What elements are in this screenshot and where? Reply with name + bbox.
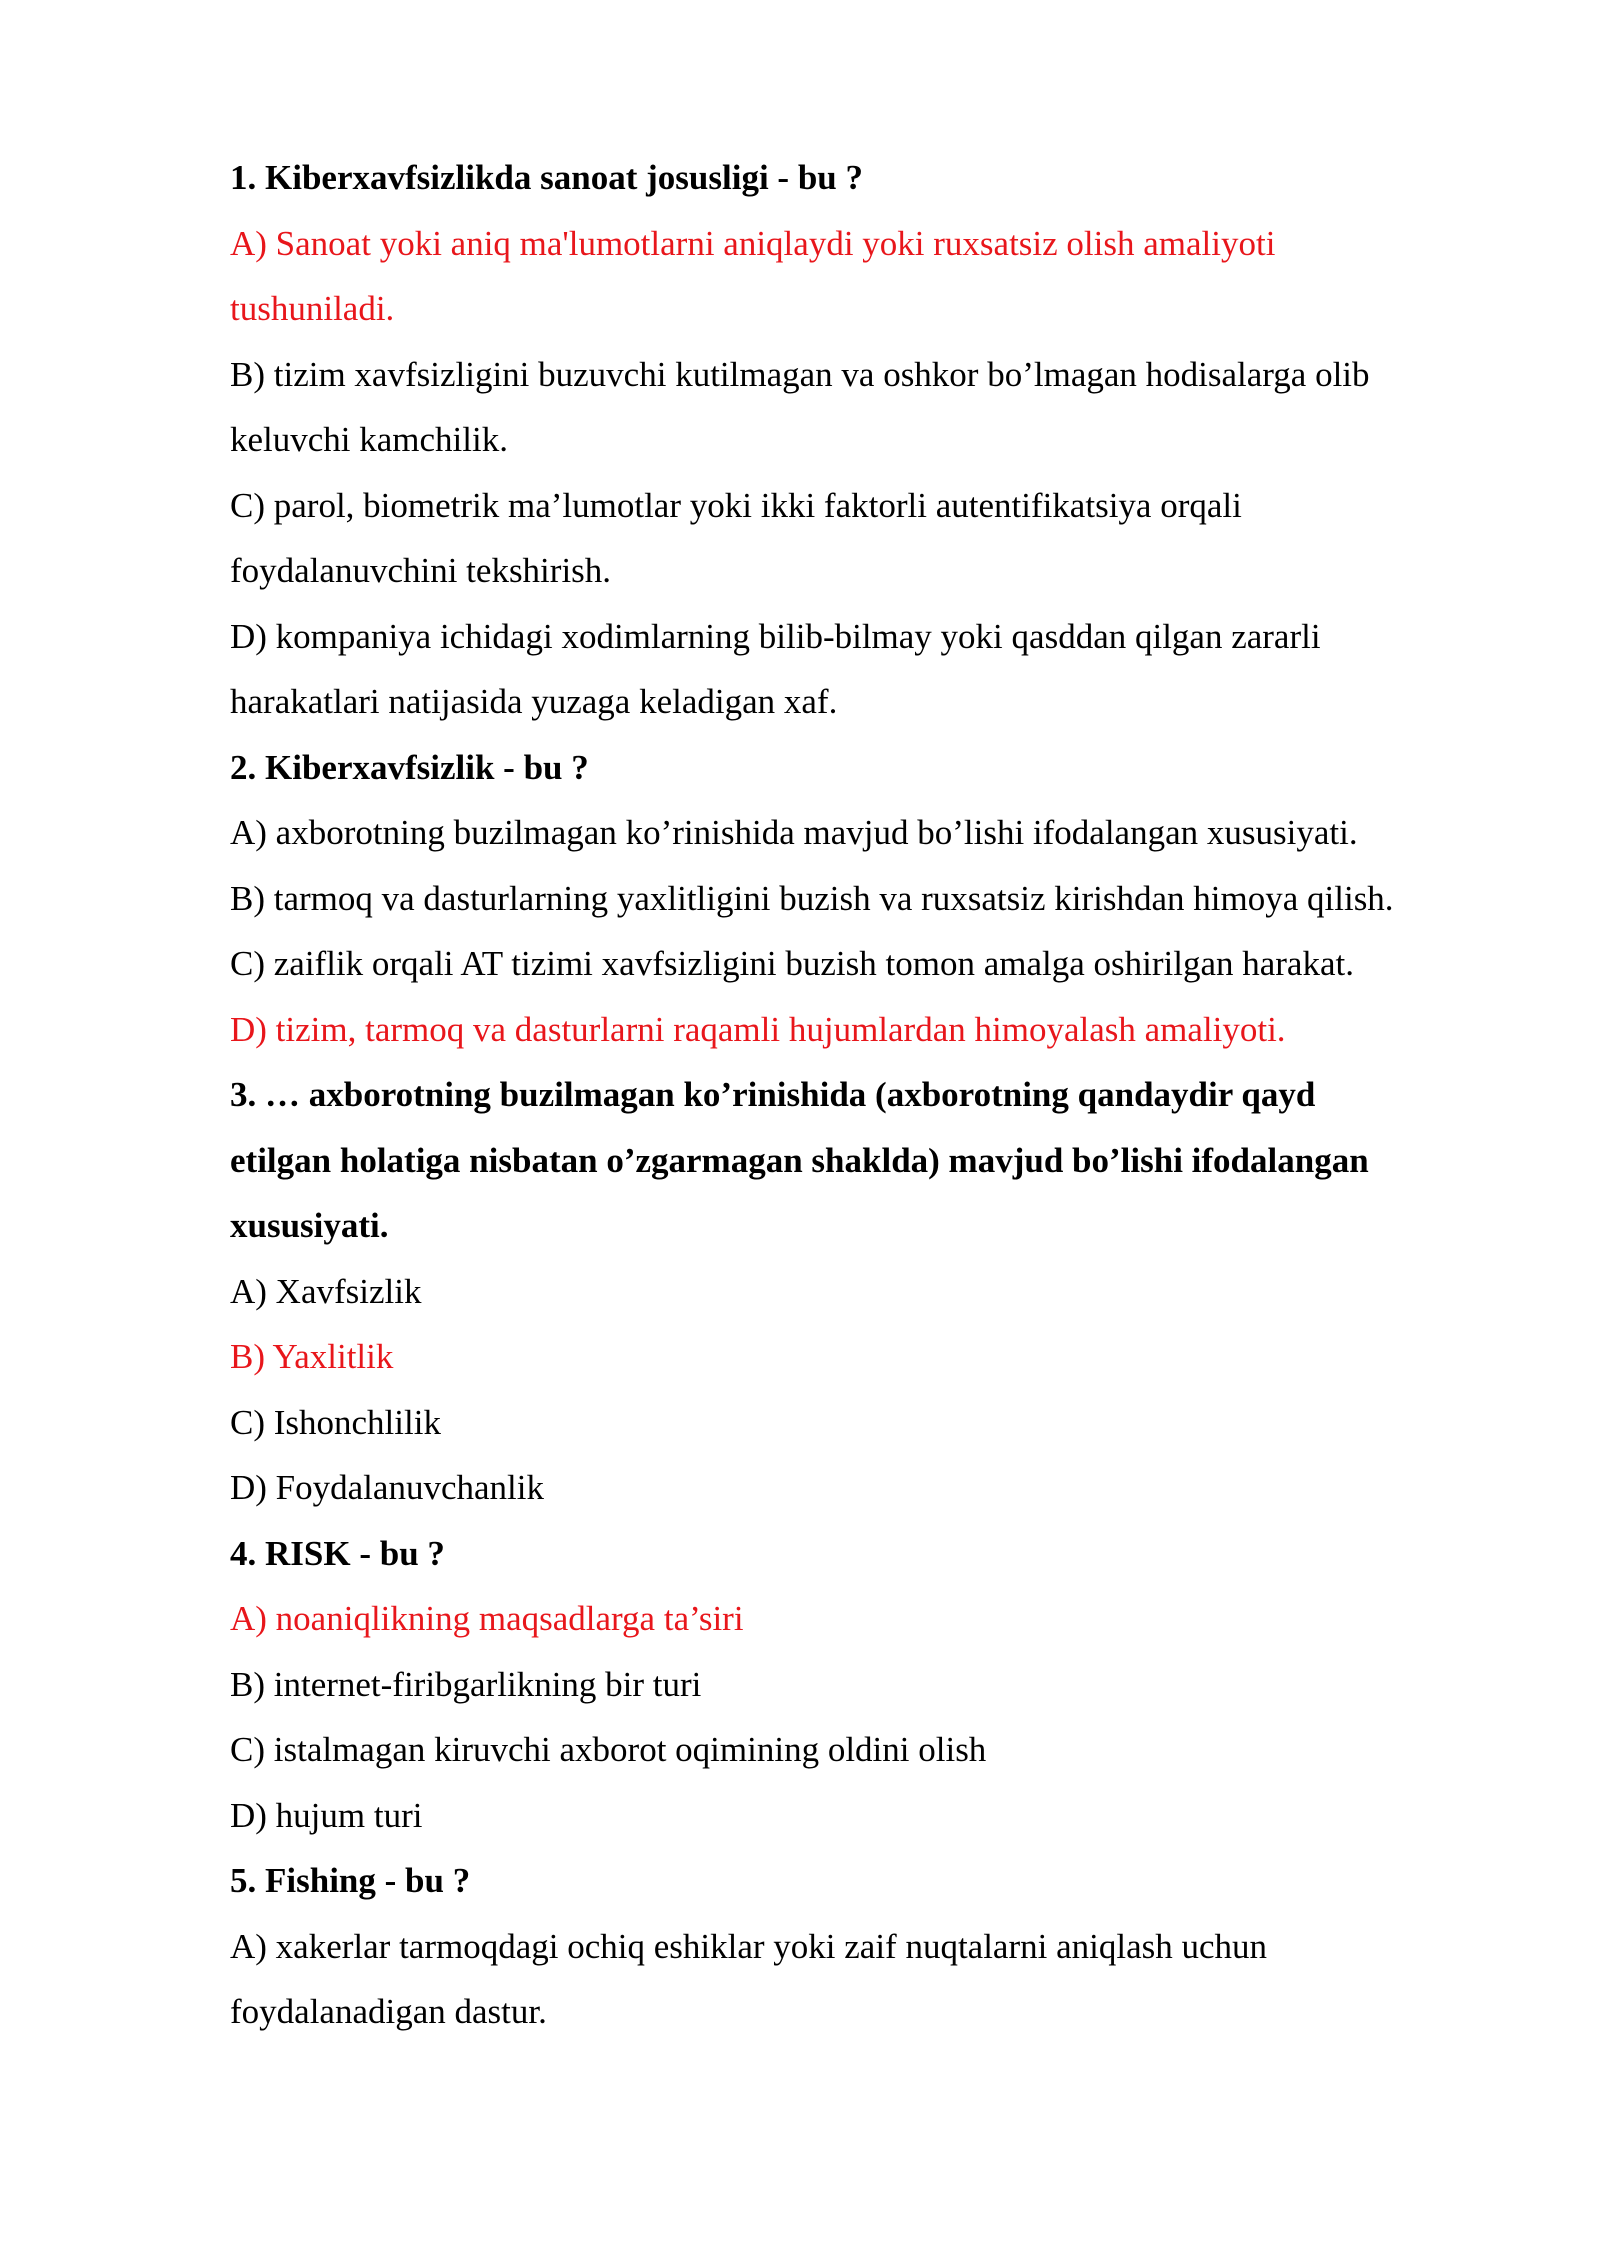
question-1 [230,145,1490,735]
option-b [230,342,1490,473]
option-text: B) tizim xavfsizligini buzuvchi kutilmagan va oshkor bo’lmagan hodisalarga olib [230,354,1370,394]
question-5 [230,1848,1490,2045]
option-d: D) hujum turi [230,1795,423,1835]
option-text: harakatlari natijasida yuzaga keladigan xaf. [230,682,838,721]
question-title: 4. RISK - bu ? [230,1533,445,1573]
option-text: keluvchi kamchilik. [230,420,508,459]
document-page [230,145,1490,2045]
option-b: B) tarmoq va dasturlarning yaxlitligini buzish va ruxsatsiz kirishdan himoya qilish. [230,878,1394,918]
question-title: 3. … axborotning buzilmagan ko’rinishida (axborotning qandaydir qayd [230,1075,1316,1114]
question-title: etilgan holatiga nisbatan o’zgarmagan shaklda) mavjud bo’lishi ifodalangan [230,1140,1369,1180]
question-title: 5. Fishing - bu ? [230,1861,471,1900]
question-4 [230,1521,1490,1849]
option-c: C) istalmagan kiruvchi axborot oqimining oldini olish [230,1730,987,1769]
option-text: tushuniladi. [230,289,395,328]
question-title: 2. Kiberxavfsizlik - bu ? [230,747,589,787]
question-title: 1. Kiberxavfsizlikda sanoat josusligi - bu ? [230,158,864,197]
option-text: C) parol, biometrik ma’lumotlar yoki ikki faktorli autentifikatsiya orqali [230,485,1242,525]
option-d-correct: D) tizim, tarmoq va dasturlarni raqamli hujumlardan himoyalash amaliyoti. [230,1009,1286,1049]
option-b: B) internet-firibgarlikning bir turi [230,1664,702,1704]
option-d: D) Foydalanuvchanlik [230,1468,544,1507]
option-text: foydalanadigan dastur. [230,1992,547,2031]
option-b-correct: B) Yaxlitlik [230,1337,394,1376]
option-c [230,473,1490,604]
option-a: A) Xavfsizlik [230,1271,422,1311]
option-a [230,1914,1490,2045]
option-text: A) Sanoat yoki aniq ma'lumotlarni aniqlaydi yoki ruxsatsiz olish amaliyoti [230,223,1276,263]
option-text: D) kompaniya ichidagi xodimlarning bilib-bilmay yoki qasddan qilgan zararli [230,616,1321,656]
question-2 [230,735,1490,1063]
option-c: C) Ishonchlilik [230,1402,441,1442]
option-c: C) zaiflik orqali AT tizimi xavfsizligini buzish tomon amalga oshirilgan harakat. [230,944,1354,983]
option-a: A) axborotning buzilmagan ko’rinishida mavjud bo’lishi ifodalangan xususiyati. [230,813,1358,852]
option-a-correct [230,211,1490,342]
option-a-correct: A) noaniqlikning maqsadlarga ta’siri [230,1599,744,1638]
option-d [230,604,1490,735]
option-text: A) xakerlar tarmoqdagi ochiq eshiklar yoki zaif nuqtalarni aniqlash uchun [230,1926,1268,1966]
question-title: xususiyati. [230,1206,389,1245]
question-3 [230,1062,1490,1521]
option-text: foydalanuvchini tekshirish. [230,551,612,590]
